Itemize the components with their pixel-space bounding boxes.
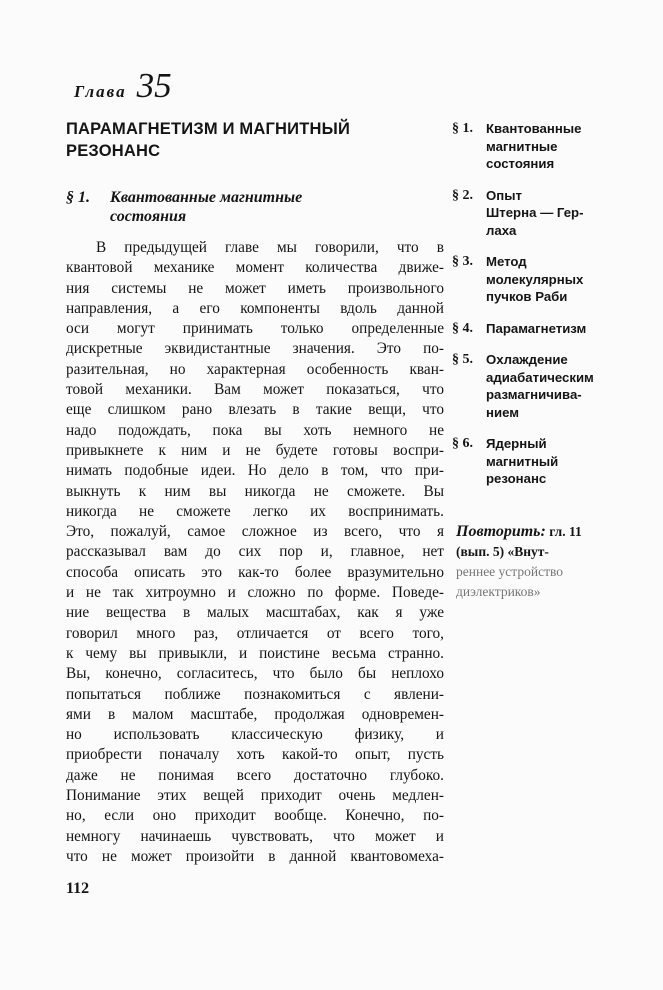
section-title-line: состояния	[110, 208, 187, 225]
toc-label-line: лаха	[486, 222, 517, 238]
toc-label-line: Парамагнетизм	[486, 320, 587, 336]
body-line: приобрести поначалу хоть какой-то опыт, пусть	[66, 746, 444, 764]
body-text	[66, 238, 444, 870]
toc-item	[452, 435, 652, 488]
body-line: товой механики. Вам может показаться, что	[66, 381, 444, 399]
repeat-line: (вып. 5) «Внут-	[456, 544, 549, 559]
toc-label	[486, 120, 652, 173]
toc-number: § 3.	[452, 254, 473, 269]
page-number: 112	[66, 880, 90, 897]
body-line: говорил много раз, отличается от всего того,	[66, 624, 444, 642]
toc-label-line: состояния	[486, 156, 555, 171]
body-line: ями в малом масштабе, продолжая одновремен-	[66, 705, 444, 723]
body-line: и не так хитроумно и сложно по форме. Поведе-	[66, 584, 444, 602]
section-heading	[66, 188, 426, 226]
body-line: рассказывал вам до сих пор и, главное, нет	[66, 543, 444, 561]
chapter-title-line: ПАРАМАГНЕТИЗМ И МАГНИТНЫЙ	[66, 120, 351, 138]
toc-label-line: молекулярных	[486, 271, 584, 287]
body-line: Вы, конечно, согласитесь, что было бы неплохо	[66, 665, 444, 683]
toc-number: § 1.	[452, 121, 473, 136]
toc-item	[452, 351, 652, 421]
toc-label	[486, 187, 652, 240]
toc-label-line: нием	[486, 404, 519, 420]
toc-item	[452, 187, 652, 240]
repeat-chapter-ref: гл. 11	[549, 524, 582, 539]
toc-label-line: пучков Раби	[486, 289, 568, 304]
body-line: способа описать это как-то более вразумительно	[66, 563, 444, 581]
chapter-number: 35	[136, 66, 172, 105]
body-line: выкнуть к ним вы никогда не сможете. Вы	[66, 482, 444, 500]
section-title-line: Квантованные магнитные	[110, 189, 303, 206]
body-line: В предыдущей главе мы говорили, что в	[96, 239, 444, 256]
margin-contents	[452, 120, 652, 502]
body-line: привыкнете к ним и не будете готовы воспри-	[66, 441, 444, 459]
toc-number: § 5.	[452, 352, 473, 367]
body-line	[66, 867, 444, 870]
toc-label-line: магнитный	[486, 453, 559, 469]
toc-label-line: резонанс	[486, 471, 547, 486]
toc-item	[452, 120, 652, 173]
body-line: разительная, но характерная особенность кван-	[66, 360, 444, 378]
body-line: дискретные эквидистантные значения. Это по-	[66, 340, 444, 358]
body-line: Это, пожалуй, самое сложное из всего, что я	[66, 523, 444, 541]
repeat-line: реннее устройство	[456, 564, 564, 579]
body-line: направления, а его компоненты вдоль данной	[66, 299, 444, 317]
body-line: никогда не сможете легко их воспринимать.	[66, 502, 444, 520]
body-line: даже не понимая всего достаточно глубоко.	[66, 766, 444, 784]
toc-label	[486, 253, 652, 306]
toc-label-line: Ядерный	[486, 436, 547, 451]
body-line: оси могут принимать только определенные	[66, 320, 444, 338]
chapter-word: Глава	[74, 82, 127, 101]
toc-label-line: Штерна — Гер-	[486, 205, 584, 220]
toc-item	[452, 320, 652, 338]
toc-label-line: Квантованные	[486, 121, 582, 136]
chapter-title	[66, 118, 416, 162]
toc-label-line: Опыт	[486, 187, 522, 203]
repeat-line	[456, 522, 656, 542]
section-number: § 1.	[66, 189, 90, 206]
toc-label-line: магнитные	[486, 138, 558, 154]
toc-label	[486, 320, 652, 338]
body-line: ние вещества в малых масштабах, как я уже	[66, 604, 444, 622]
repeat-line: диэлектриков»	[456, 584, 541, 599]
body-line: попытаться поближе познакомиться с явлени-	[66, 685, 444, 703]
body-line: но, если оно приходит вообще. Конечно, по-	[66, 807, 444, 825]
toc-number: § 6.	[452, 436, 473, 451]
toc-number: § 4.	[452, 320, 473, 336]
body-line: еще слишком рано влезать в такие вещи, что	[66, 401, 444, 419]
body-line: Понимание этих вещей приходит очень медлен-	[66, 787, 444, 805]
body-line: нимать подобные идеи. Но дело в том, что при-	[66, 462, 444, 480]
chapter-heading	[74, 66, 172, 106]
toc-number: § 2.	[452, 187, 473, 203]
toc-label-line: Метод	[486, 254, 527, 269]
toc-label	[486, 435, 652, 488]
body-line: ния системы не может иметь произвольного	[66, 279, 444, 297]
body-line: немногу начинаешь чувствовать, что может и	[66, 827, 444, 845]
section-title	[110, 188, 426, 226]
toc-label-line: адиабатическим	[486, 369, 594, 385]
body-line: квантовой механике момент количества движе-	[66, 259, 444, 277]
toc-label-line: размагничива-	[486, 387, 582, 402]
chapter-title-line: РЕЗОНАНС	[66, 142, 161, 160]
body-line: что не может произойти в данной квантовомеха-	[66, 847, 444, 865]
body-line: но использовать классическую физику, и	[66, 726, 444, 744]
body-line: к чему вы привыкли, и поистине весьма странно.	[66, 644, 444, 662]
toc-label-line: Охлаждение	[486, 352, 568, 367]
repeat-note	[456, 522, 656, 602]
toc-item	[452, 253, 652, 306]
repeat-label: Повторить:	[456, 523, 546, 540]
body-line: надо подождать, пока вы хоть немного не	[66, 421, 444, 439]
toc-label	[486, 351, 652, 421]
